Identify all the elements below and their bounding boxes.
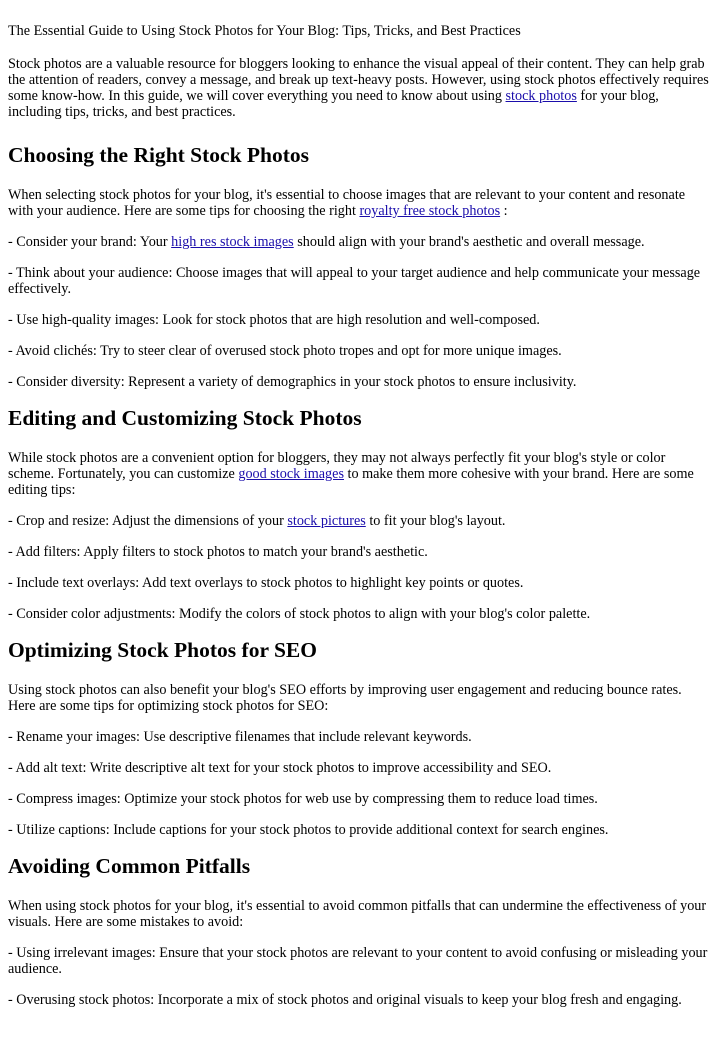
article-title: The Essential Guide to Using Stock Photos for Your Blog: Tips, Tricks, and Best Practices (8, 23, 521, 39)
section-intro: When selecting stock photos for your blog, it's essential to choose images that are relevant to your content and resonate with your audience. Here are some tips for choosing the right royalty free stock photos : (8, 187, 686, 219)
section-heading-choosing: Choosing the Right Stock Photos (8, 143, 310, 167)
tip-item: - Using irrelevant images: Ensure that your stock photos are relevant to your content to avoid confusing or misleading your audience. (8, 945, 708, 977)
tip-item: - Include text overlays: Add text overlays to stock photos to highlight key points or quotes. (8, 575, 524, 591)
tip-item: - Use high-quality images: Look for stock photos that are high resolution and well-composed. (8, 312, 540, 328)
tip-item: - Overusing stock photos: Incorporate a mix of stock photos and original visuals to keep your blog fresh and engaging. (8, 992, 682, 1008)
intro-paragraph: Stock photos are a valuable resource for bloggers looking to enhance the visual appeal of their content. They can help grab the attention of readers, convey a message, and break up text-heavy posts. However, using stock photos effectively requires some know-how. In this guide, we will cover everything you need to know about using stock photos for your blog, including tips, tricks, and best practices. (8, 56, 709, 120)
section-heading-seo: Optimizing Stock Photos for SEO (8, 638, 317, 662)
section-intro: Using stock photos can also benefit your blog's SEO efforts by improving user engagement and reducing bounce rates. Here are some tips for optimizing stock photos for SEO: (8, 682, 682, 714)
tip-item: - Avoid clichés: Try to steer clear of overused stock photo tropes and opt for more unique images. (8, 343, 562, 359)
section-intro: When using stock photos for your blog, it's essential to avoid common pitfalls that can undermine the effectiveness of your visuals. Here are some mistakes to avoid: (8, 898, 707, 930)
tip-item: - Utilize captions: Include captions for your stock photos to provide additional context for search engines. (8, 822, 609, 838)
stock-photos-link[interactable]: stock photos (505, 88, 577, 104)
royalty-free-stock-photos-link[interactable]: royalty free stock photos (359, 203, 501, 219)
good-stock-images-link[interactable]: good stock images (238, 466, 344, 482)
tip-item: - Add alt text: Write descriptive alt text for your stock photos to improve accessibility and SEO. (8, 760, 552, 776)
tip-item: - Think about your audience: Choose images that will appeal to your target audience and help communicate your message effectively. (8, 265, 701, 297)
tip-item: - Consider your brand: Your high res stock images should align with your brand's aesthetic and overall message. (8, 234, 645, 250)
tip-item: - Rename your images: Use descriptive filenames that include relevant keywords. (8, 729, 472, 745)
tip-item: - Crop and resize: Adjust the dimensions of your stock pictures to fit your blog's layout. (8, 513, 506, 529)
article (0, 23, 720, 1008)
section-heading-pitfalls: Avoiding Common Pitfalls (8, 854, 251, 878)
tip-item: - Compress images: Optimize your stock photos for web use by compressing them to reduce load times. (8, 791, 598, 807)
tip-item: - Consider diversity: Represent a variety of demographics in your stock photos to ensure inclusivity. (8, 374, 577, 390)
stock-pictures-link[interactable]: stock pictures (287, 513, 366, 529)
tip-item: - Add filters: Apply filters to stock photos to match your brand's aesthetic. (8, 544, 428, 560)
tip-item: - Consider color adjustments: Modify the colors of stock photos to align with your blog's color palette. (8, 606, 591, 622)
section-intro: While stock photos are a convenient option for bloggers, they may not always perfectly fit your blog's style or color scheme. Fortunately, you can customize good stock images to make them more cohesive with your brand. Here are some editing tips: (8, 450, 694, 498)
section-heading-editing: Editing and Customizing Stock Photos (8, 406, 362, 430)
high-res-stock-images-link[interactable]: high res stock images (171, 234, 294, 250)
